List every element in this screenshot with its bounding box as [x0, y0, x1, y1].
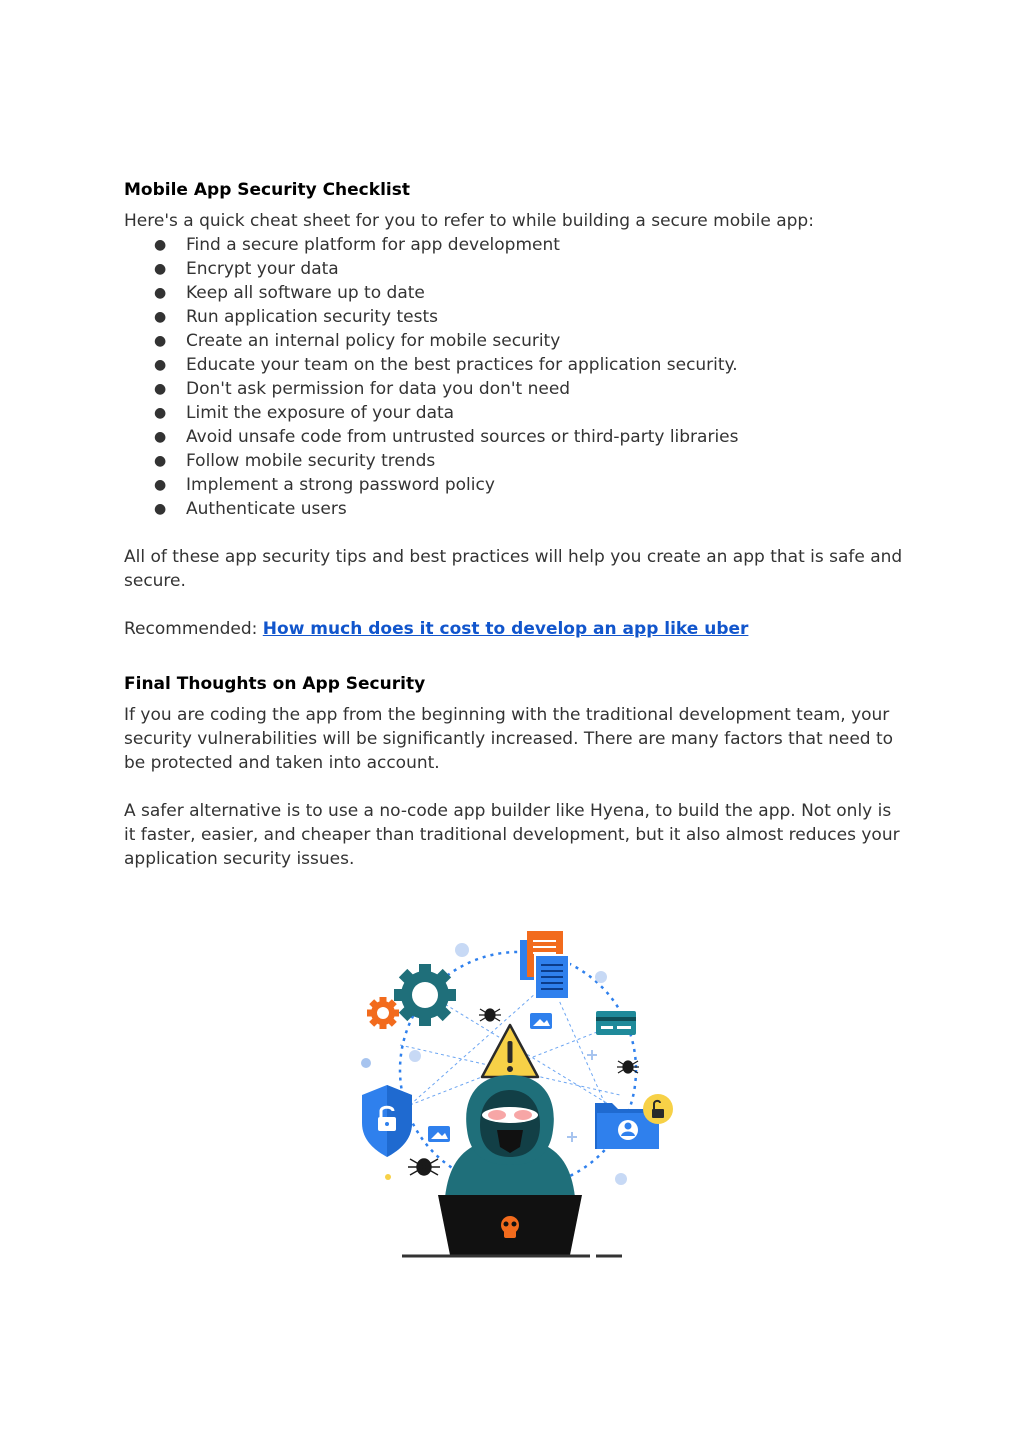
- image-icon: [530, 1013, 552, 1029]
- bug-icon: [408, 1159, 440, 1175]
- image-icon: [428, 1126, 450, 1142]
- laptop-icon: [402, 1195, 622, 1256]
- gear-icon: [394, 964, 456, 1026]
- checklist-intro: Here's a quick cheat sheet for you to refer to while building a secure mobile app:: [124, 211, 814, 231]
- list-item: ● Limit the exposure of your data: [154, 403, 455, 423]
- bug-icon: [617, 1061, 639, 1073]
- dot: [361, 1058, 371, 1068]
- list-item: ● Don't ask permission for data you don't need: [154, 379, 571, 399]
- folder-user-icon: [595, 1094, 673, 1149]
- list-item: ● Find a secure platform for app development: [154, 235, 560, 255]
- list-item: ● Authenticate users: [154, 499, 347, 519]
- bug-icon: [479, 1009, 501, 1021]
- checklist-summary: All of these app security tips and best practices will help you create an app that is safe and secure.: [124, 547, 903, 591]
- final-paragraph-1: If you are coding the app from the beginning with the traditional development team, your security vulnerabilities will be significantly increased. There are many factors that need to be protected and taken into account.: [124, 705, 894, 773]
- document-icon: [520, 931, 569, 999]
- warning-icon: [482, 1025, 538, 1077]
- dot: [385, 1174, 391, 1180]
- list-item: ● Implement a strong password policy: [154, 475, 495, 495]
- recommended-link[interactable]: How much does it cost to develop an app like uber: [262, 619, 749, 639]
- recommended-line: [124, 617, 904, 641]
- small-gear-icon: [367, 997, 399, 1029]
- security-illustration: [350, 925, 690, 1265]
- hacker-icon: [445, 1075, 575, 1197]
- list-item: ● Encrypt your data: [154, 259, 339, 279]
- final-paragraph-2: A safer alternative is to use a no-code app builder like Hyena, to build the app. Not only is it faster, easier, and cheaper than traditional development, but it also almost reduces your application security issues.: [124, 801, 900, 869]
- credit-card-icon: [596, 1011, 636, 1035]
- checklist-heading: Mobile App Security Checklist: [124, 180, 410, 200]
- list-item: ● Follow mobile security trends: [154, 451, 436, 471]
- checklist-list: [124, 233, 904, 521]
- recommended-label: Recommended:: [124, 619, 263, 639]
- list-item: ● Keep all software up to date: [154, 283, 425, 303]
- list-item: ● Create an internal policy for mobile security: [154, 331, 561, 351]
- plus-icon: [567, 1050, 597, 1142]
- list-item: ● Run application security tests: [154, 307, 438, 327]
- final-thoughts-heading: Final Thoughts on App Security: [124, 674, 426, 694]
- document-page: [124, 178, 904, 871]
- shield-lock-icon: [362, 1085, 412, 1157]
- list-item: ● Avoid unsafe code from untrusted sources or third-party libraries: [154, 427, 739, 447]
- list-item: ● Educate your team on the best practices for application security.: [154, 355, 738, 375]
